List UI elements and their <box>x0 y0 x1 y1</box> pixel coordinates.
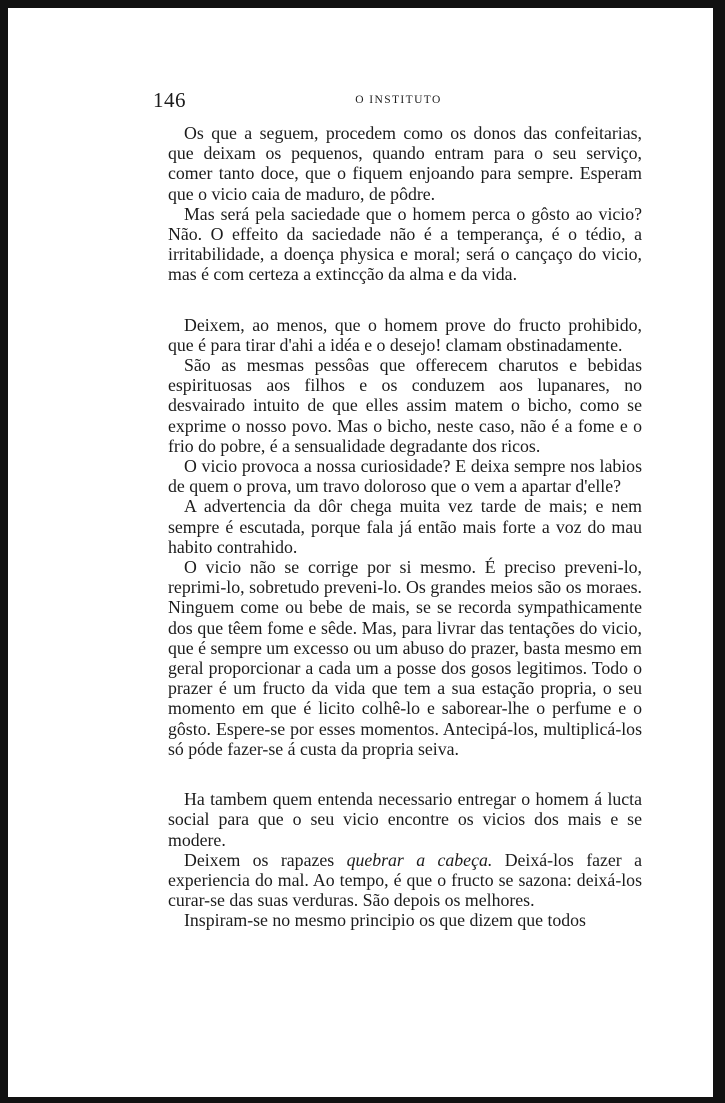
scan-border-bottom <box>0 1097 725 1103</box>
page-number: 146 <box>153 88 186 112</box>
paragraph: O vicio não se corrige por si mesmo. É preciso preveni-lo, reprimi-lo, sobretudo preveni-lo. Os grandes meios são os moraes. Ninguem come ou bebe de mais, se se recorda sympathicamente dos que têem fome e sêde. Mas, para livrar das tentações do vicio, que é sempre um excesso ou um abuso do prazer, basta mesmo em geral proporcionar a cada um a posse dos gosos legitimos. Todo o prazer é um fructo da vida que tem a sua estação propria, o seu momento em que é licito colhê-lo e saborear-lhe o perfume e o gôsto. Espere-se por esses momentos. Antecipá-los, multiplicá-los só póde fazer-se á custa da propria seiva. <box>168 557 642 759</box>
scan-border-right <box>713 0 725 1103</box>
paragraph <box>168 850 642 911</box>
italic-phrase: quebrar a cabeça. <box>346 849 493 870</box>
paragraph: A advertencia da dôr chega muita vez tarde de mais; e nem sempre é escutada, porque fala já então mais forte a voz do mau habito contrahido. <box>168 496 642 557</box>
scan-border-left <box>0 0 8 1103</box>
paragraph-text: Deixá-los fazer a experiencia do mal. Ao tempo, é que o fructo se sazona: deixá-los curar-se das suas verduras. São depois os melhores. <box>168 849 643 911</box>
paragraph: Ha tambem quem entenda necessario entregar o homem á lucta social para que o seu vicio encontre os vicios dos mais e se modere. <box>168 789 642 850</box>
paragraph: Mas será pela saciedade que o homem perca o gôsto ao vicio? Não. O effeito da saciedade não é a temperança, é o tédio, a irritabilidade, a doença physica e moral; será o cançaço do vicio, mas é com certeza a extincção da alma e da vida. <box>168 203 642 285</box>
paragraph-text: Deixem os rapazes <box>184 849 335 870</box>
scan-border-top <box>0 0 725 8</box>
paragraph: O vicio provoca a nossa curiosidade? E deixa sempre nos labios de quem o prova, um travo doloroso que o vem a apartar d'elle? <box>168 456 642 497</box>
running-head: O INSTITUTO <box>355 94 442 106</box>
text-column <box>168 123 642 931</box>
paragraph: Deixem, ao menos, que o homem prove do fructo prohibido, que é para tirar d'ahi a idéa e o desejo! clamam obstinadamente. <box>168 314 642 355</box>
paragraph: Os que a seguem, procedem como os donos das confeitarias, que deixam os pequenos, quando entram para o seu serviço, comer tanto doce, que o fiquem enjoando para sempre. Esperam que o vicio caia de maduro, de pôdre. <box>168 123 642 204</box>
paragraph: Inspiram-se no mesmo principio os que dizem que todos <box>184 910 586 931</box>
paragraph: São as mesmas pessôas que offerecem charutos e bebidas espirituosas aos filhos e os conduzem aos lupanares, no desvairado intuito de que elles assim matem o bicho, como se exprime o nosso povo. Mas o bicho, neste caso, não é a fome e o frio do pobre, é a sensualidade degradante dos ricos. <box>168 355 642 456</box>
